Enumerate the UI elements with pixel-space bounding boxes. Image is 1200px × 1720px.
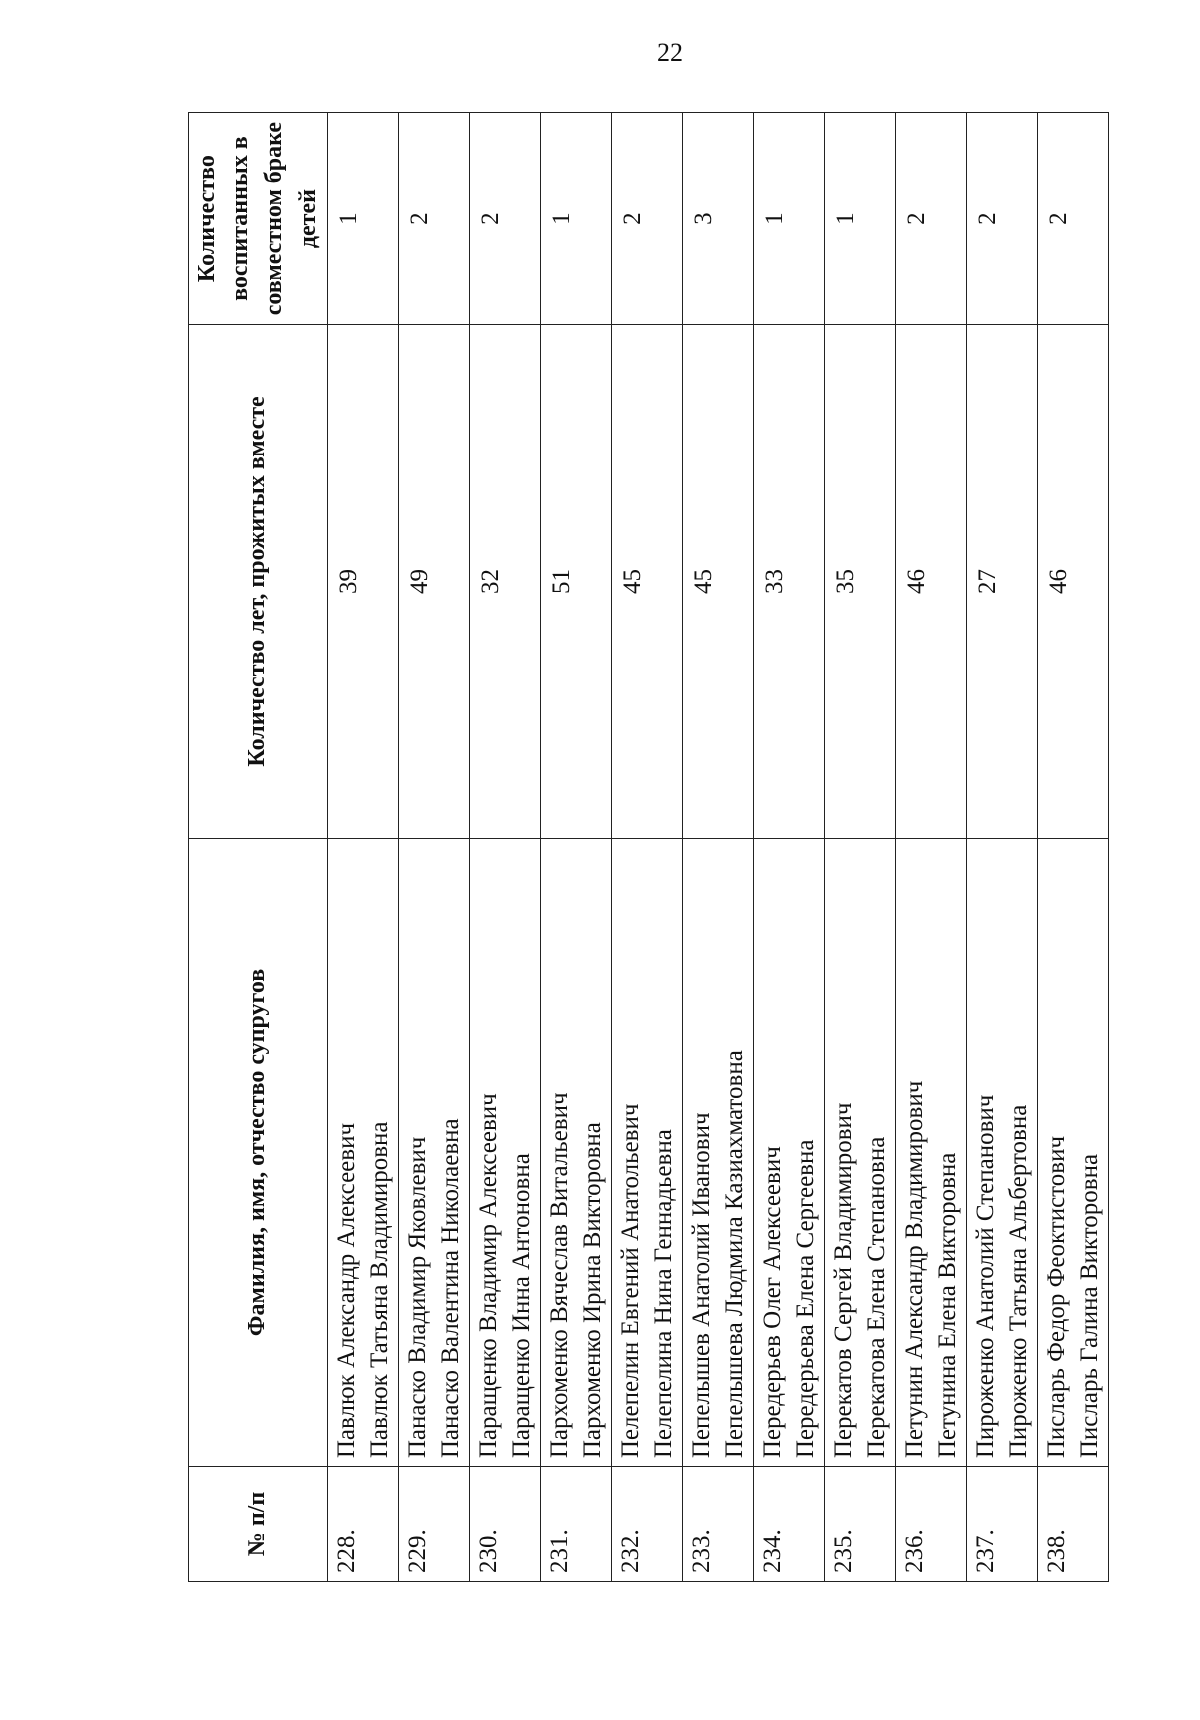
spouses-table-rotated (188, 112, 1103, 1582)
children-count: 2 (470, 113, 541, 325)
row-number: 233. (683, 1467, 754, 1582)
table-row (1038, 113, 1109, 1582)
years-together: 35 (825, 325, 896, 839)
header-num: № п/п (189, 1467, 328, 1582)
row-number: 229. (399, 1467, 470, 1582)
husband-name: Передерьев Олег Алексеевич (759, 1146, 786, 1459)
spouse-names (328, 838, 399, 1466)
wife-name: Писларь Галина Викторовна (1076, 1153, 1103, 1459)
table-row (683, 113, 754, 1582)
children-count: 1 (754, 113, 825, 325)
spouse-names (754, 838, 825, 1466)
husband-name: Павлюк Александр Алексеевич (333, 1122, 360, 1459)
wife-name: Паращенко Инна Антоновна (508, 1153, 535, 1459)
table-row (399, 113, 470, 1582)
years-together: 46 (1038, 325, 1109, 839)
table-row (470, 113, 541, 1582)
years-together: 45 (612, 325, 683, 839)
years-together: 49 (399, 325, 470, 839)
row-number: 228. (328, 1467, 399, 1582)
row-number: 231. (541, 1467, 612, 1582)
years-together: 32 (470, 325, 541, 839)
children-count: 2 (612, 113, 683, 325)
wife-name: Панаско Валентина Николаевна (437, 1118, 464, 1459)
husband-name: Пепелышев Анатолий Иванович (688, 1112, 715, 1459)
husband-name: Пархоменко Вячеслав Витальевич (546, 1092, 573, 1459)
children-count: 2 (1038, 113, 1109, 325)
husband-name: Петунин Александр Владимирович (901, 1080, 928, 1459)
header-years: Количество лет, прожитых вместе (189, 325, 328, 839)
table-row (754, 113, 825, 1582)
row-number: 238. (1038, 1467, 1109, 1582)
table-row (612, 113, 683, 1582)
years-together: 33 (754, 325, 825, 839)
children-count: 1 (541, 113, 612, 325)
row-number: 236. (896, 1467, 967, 1582)
children-count: 2 (399, 113, 470, 325)
wife-name: Павлюк Татьяна Владимировна (366, 1121, 393, 1459)
table-row (825, 113, 896, 1582)
row-number: 234. (754, 1467, 825, 1582)
table-row (328, 113, 399, 1582)
wife-name: Перекатова Елена Степановна (863, 1136, 890, 1459)
children-count: 2 (896, 113, 967, 325)
years-together: 46 (896, 325, 967, 839)
spouse-names (1038, 838, 1109, 1466)
wife-name: Передерьева Елена Сергеевна (792, 1139, 819, 1459)
table-row (541, 113, 612, 1582)
wife-name: Петунина Елена Викторовна (934, 1152, 961, 1459)
row-number: 235. (825, 1467, 896, 1582)
table-body (328, 113, 1109, 1582)
table-row (896, 113, 967, 1582)
spouse-names (967, 838, 1038, 1466)
children-count: 1 (825, 113, 896, 325)
spouse-names (825, 838, 896, 1466)
page-number: 22 (657, 38, 683, 67)
spouse-names (470, 838, 541, 1466)
children-count: 1 (328, 113, 399, 325)
husband-name: Панаско Владимир Яковлевич (404, 1136, 431, 1459)
husband-name: Пироженко Анатолий Степанович (972, 1094, 999, 1459)
spouse-names (612, 838, 683, 1466)
spouses-table (188, 112, 1109, 1582)
children-count: 2 (967, 113, 1038, 325)
spouse-names (399, 838, 470, 1466)
husband-name: Перекатов Сергей Владимирович (830, 1102, 857, 1459)
years-together: 27 (967, 325, 1038, 839)
spouse-names (683, 838, 754, 1466)
wife-name: Пепелышева Людмила Казиахматовна (721, 1050, 748, 1459)
table-header-row (189, 113, 328, 1582)
row-number: 237. (967, 1467, 1038, 1582)
row-number: 232. (612, 1467, 683, 1582)
husband-name: Писларь Федор Феоктистович (1043, 1135, 1070, 1459)
header-kids: Количество воспитанных в совместном браке детей (189, 113, 328, 325)
wife-name: Пархоменко Ирина Викторовна (579, 1122, 606, 1459)
years-together: 39 (328, 325, 399, 839)
spouse-names (896, 838, 967, 1466)
header-names: Фамилия, имя, отчество супругов (189, 838, 328, 1466)
husband-name: Паращенко Владимир Алексеевич (475, 1093, 502, 1459)
wife-name: Пироженко Татьяна Альбертовна (1005, 1104, 1032, 1459)
husband-name: Пелепелин Евгений Анатольевич (617, 1103, 644, 1459)
years-together: 51 (541, 325, 612, 839)
table-row (967, 113, 1038, 1582)
wife-name: Пелепелина Нина Геннадьевна (650, 1129, 677, 1459)
spouse-names (541, 838, 612, 1466)
children-count: 3 (683, 113, 754, 325)
years-together: 45 (683, 325, 754, 839)
row-number: 230. (470, 1467, 541, 1582)
